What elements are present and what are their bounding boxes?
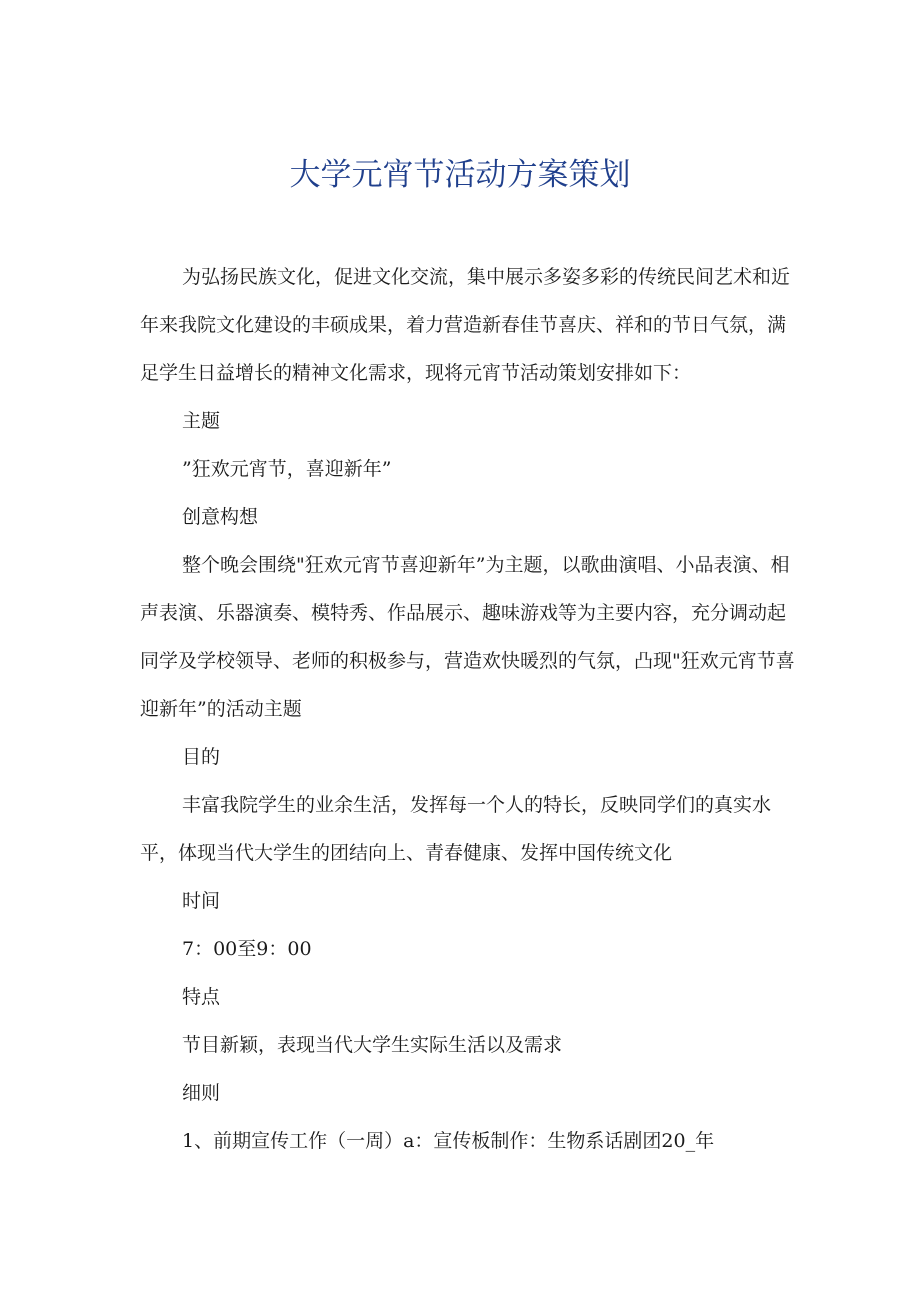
details-item-1: 1、前期宣传工作（一周）a：宣传板制作：生物系话剧团20_年 (182, 1130, 715, 1152)
section-heading-time: 时间 (182, 890, 221, 912)
document-body (140, 253, 800, 1165)
document-title: 大学元宵节活动方案策划 (289, 157, 631, 193)
theme-slogan: ”狂欢元宵节，喜迎新年” (182, 458, 392, 480)
section-heading-details: 细则 (182, 1082, 221, 1104)
section-heading-purpose: 目的 (182, 746, 221, 768)
section-heading-features: 特点 (182, 986, 221, 1008)
features-paragraph: 节目新颖，表现当代大学生实际生活以及需求 (182, 1034, 563, 1056)
section-heading-concept: 创意构想 (182, 506, 259, 528)
intro-paragraph: 为弘扬民族文化，促进文化交流，集中展示多姿多彩的传统民间艺术和近年来我院文化建设的丰硕成果，着力营造新春佳节喜庆、祥和的节日气氛，满足学生日益增长的精神文化需求，现将元宵节活动策划安排如下： (140, 266, 791, 384)
concept-paragraph: 整个晚会围绕"狂欢元宵节喜迎新年”为主题，以歌曲演唱、小品表演、相声表演、乐器演奏、模特秀、作品展示、趣味游戏等为主要内容，充分调动起同学及学校领导、老师的积极参与，营造欢快暖烈的气氛，凸现"狂欢元宵节喜迎新年”的活动主题 (140, 554, 795, 720)
section-heading-theme: 主题 (182, 410, 221, 432)
purpose-paragraph: 丰富我院学生的业余生活，发挥每一个人的特长，反映同学们的真实水平，体现当代大学生的团结向上、青春健康、发挥中国传统文化 (140, 794, 772, 864)
time-value: 7：00至9：00 (182, 938, 312, 960)
